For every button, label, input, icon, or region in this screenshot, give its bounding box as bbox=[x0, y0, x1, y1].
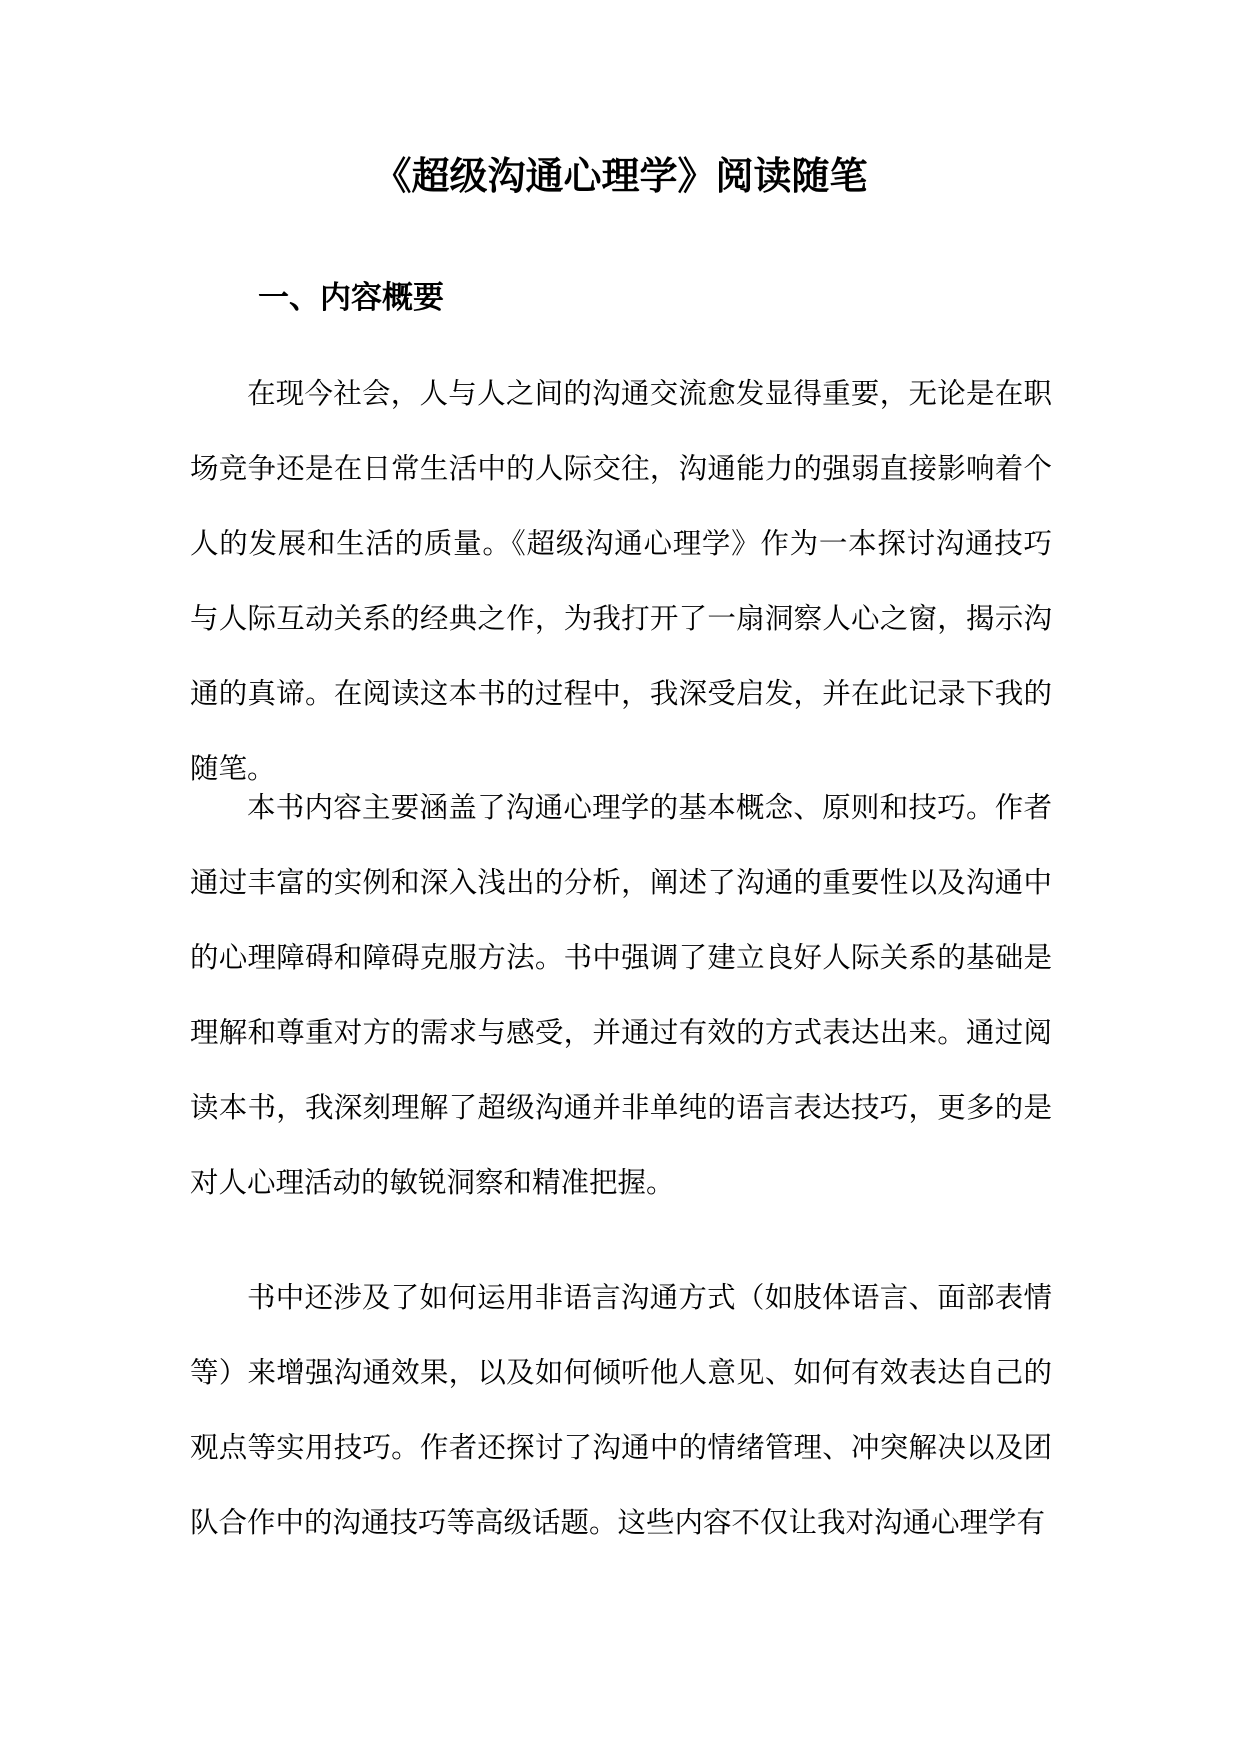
document-title: 《超级沟通心理学》阅读随笔 bbox=[373, 153, 868, 198]
body-paragraph: 书中还涉及了如何运用非语言沟通方式（如肢体语言、面部表情等）来增强沟通效果，以及如何倾听他人意见、如何有效表达自己的观点等实用技巧。作者还探讨了沟通中的情绪管理、冲突解决以及团队合作中的沟通技巧等高级话题。这些内容不仅让我对沟通心理学有 bbox=[190, 1281, 1052, 1539]
body-paragraph: 本书内容主要涵盖了沟通心理学的基本概念、原则和技巧。作者通过丰富的实例和深入浅出的分析，阐述了沟通的重要性以及沟通中的心理障碍和障碍克服方法。书中强调了建立良好人际关系的基础是理解和尊重对方的需求与感受，并通过有效的方式表达出来。通过阅读本书，我深刻理解了超级沟通并非单纯的语言表达技巧，更多的是对人心理活动的敏锐洞察和精准把握。 bbox=[190, 791, 1052, 1199]
body-paragraph: 在现今社会，人与人之间的沟通交流愈发显得重要，无论是在职场竞争还是在日常生活中的人际交往，沟通能力的强弱直接影响着个人的发展和生活的质量。《超级沟通心理学》作为一本探讨沟通技巧与人际互动关系的经典之作，为我打开了一扇洞察人心之窗，揭示沟通的真谛。在阅读这本书的过程中，我深受启发，并在此记录下我的随笔。 bbox=[190, 377, 1052, 785]
section-heading: 一、内容概要 bbox=[258, 280, 444, 316]
